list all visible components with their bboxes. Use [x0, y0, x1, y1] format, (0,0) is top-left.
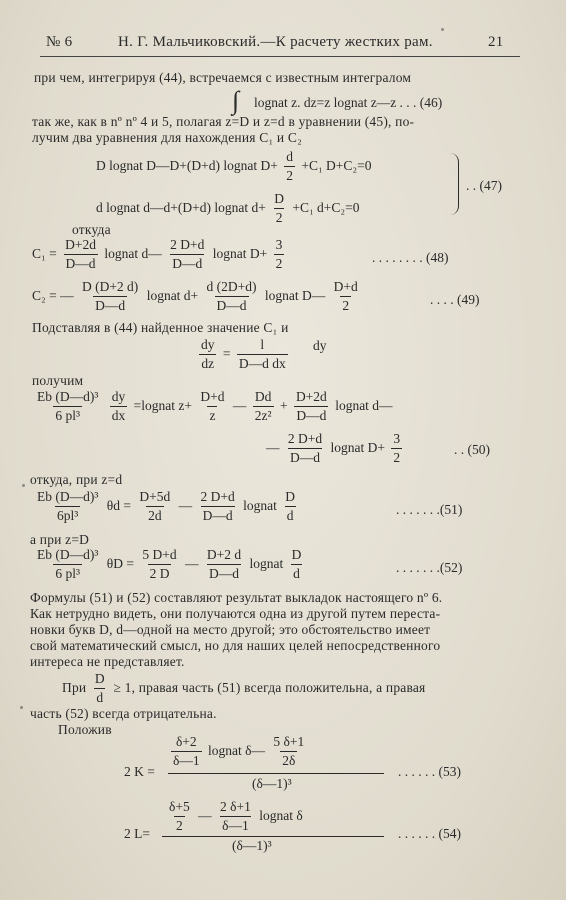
equation-54-lhs: 2 L= — [124, 826, 150, 841]
equation-53-numerator — [168, 735, 309, 768]
scan-speck — [22, 484, 25, 487]
eq-part: lognat — [249, 555, 284, 571]
equation-50b — [266, 432, 405, 465]
eq-part: — — [178, 497, 193, 513]
scan-speck — [441, 28, 444, 31]
fraction: $\frac{D}{2}$ — [274, 191, 284, 226]
fraction: $\frac{\delta+5}{2}$ — [169, 799, 190, 834]
equation-number: . . . . . . (54) — [398, 826, 461, 841]
eq-part: d lognat d—d+(D+d) lognat d+ — [96, 199, 266, 215]
equation-substitution — [196, 338, 291, 371]
fraction: $\frac{d (2D+d)}{D—d}$ — [206, 279, 257, 314]
text-line — [62, 672, 425, 705]
fraction: $\frac{5 D+d}{2 D}$ — [142, 547, 177, 582]
equation-number: . . (47) — [466, 178, 502, 193]
eq-part: — — [185, 555, 199, 571]
header-rule — [40, 56, 520, 57]
fraction: $\frac{D+2d}{D—d}$ — [65, 237, 96, 272]
fraction: $\frac{D+d}{2}$ — [333, 279, 358, 314]
equation-53-lhs: 2 K = — [124, 764, 155, 779]
equation-number: . . . . (49) — [430, 292, 480, 307]
eq-part: D lognat D—D+(D+d) lognat D+ — [96, 157, 278, 173]
eq-part: lognat D+ — [212, 245, 268, 261]
right-brace — [450, 153, 459, 215]
fraction: $\frac{5 \delta+1}{2\delta}$ — [273, 734, 305, 769]
text-line: так же, как в nº nº 4 и 5, полагая z=D и z=d в уравнении (45), по- — [32, 114, 415, 129]
equation-48 — [32, 238, 287, 271]
eq-part: lognat D— — [264, 287, 326, 303]
equation-51 — [32, 490, 300, 523]
eq-part: dy — [313, 338, 327, 353]
equation-54-denominator: (δ—1)³ — [232, 838, 272, 853]
fraction: $\frac{dy}{dx}$ — [111, 389, 126, 424]
text-line: часть (52) всегда отрицательна. — [30, 706, 217, 721]
eq-part: lognat — [243, 497, 277, 513]
equation-50a — [32, 390, 393, 423]
equation-52 — [32, 548, 306, 581]
fraction: $\frac{D}{d}$ — [94, 671, 105, 706]
fraction-bar — [162, 836, 384, 837]
text-line: а при z=D — [30, 532, 90, 547]
eq-part: =lognat z+ — [133, 397, 193, 413]
eq-part: + — [279, 397, 288, 413]
eq-part: — — [232, 397, 247, 413]
fraction: $\frac{D (D+2 d)}{D—d}$ — [81, 279, 139, 314]
eq-part: = — [222, 345, 231, 361]
fraction: $\frac{D}{d}$ — [291, 547, 302, 582]
text-line: откуда — [72, 222, 111, 237]
equation-number: . . . . . . . . (48) — [372, 250, 449, 265]
eq-part: lognat D+ — [330, 439, 385, 455]
text-line: Положив — [58, 722, 112, 737]
eq-part: lognat δ — [259, 807, 303, 823]
text-line: интереса не представляет. — [30, 654, 185, 669]
fraction: $\frac{l}{\text{D—d dx}}$ — [238, 337, 286, 372]
fraction: $\frac{D+2 d}{D—d}$ — [206, 547, 242, 582]
eq-part: θD = — [106, 555, 135, 571]
fraction: $\frac{D+5d}{2d}$ — [139, 489, 171, 524]
equation-number: . . . . . . .(51) — [396, 502, 463, 517]
equation-number: . . (50) — [454, 442, 490, 457]
fraction: $\frac{d}{2}$ — [286, 149, 293, 184]
eq-part: — — [198, 807, 212, 823]
fraction: $\frac{D}{d}$ — [285, 489, 296, 524]
fraction: $\frac{2 D+d}{D—d}$ — [170, 237, 205, 272]
equation-46: lognat z. dz=z lognat z—z . . . (46) — [254, 95, 443, 110]
equation-47b — [96, 192, 359, 225]
text-line: новки букв D, d—одной на место другой; это обстоятельство имеет — [30, 622, 431, 637]
eq-part: ≥ 1, правая часть (51) всегда положительна, а правая — [113, 679, 426, 695]
integral-sign: ∫ — [232, 86, 240, 115]
text-line: откуда, при z=d — [30, 472, 123, 487]
fraction: $\frac{\text{Eb (D—d)³}}{\text{6pl³}}$ — [37, 489, 99, 524]
text-line: Подставляя в (44) найденное значение C₁ и — [32, 320, 289, 335]
eq-part: При — [62, 679, 87, 695]
fraction: $\frac{3}{2}$ — [275, 237, 283, 272]
eq-part: lognat d+ — [146, 287, 199, 303]
text-line: получим — [32, 373, 84, 388]
eq-part: +C₁ D+C₂=0 — [301, 157, 372, 173]
equation-53-denominator: (δ—1)³ — [252, 776, 292, 791]
scan-speck — [20, 706, 23, 709]
fraction: $\frac{D+d}{z}$ — [200, 389, 225, 424]
fraction: $\frac{D+2d}{D—d}$ — [295, 389, 327, 424]
fraction: $\frac{2 D+d}{D—d}$ — [287, 431, 323, 466]
fraction: $\frac{dy}{dz}$ — [201, 337, 215, 372]
eq-part: θd = — [106, 497, 132, 513]
text-line: Формулы (51) и (52) составляют результат выкладок настоящего nº 6. — [30, 590, 443, 605]
fraction: $\frac{Dd}{\text{2z²}}$ — [254, 389, 272, 424]
eq-part: +C₁ d+C₂=0 — [292, 199, 360, 215]
equation-54-numerator — [164, 800, 303, 833]
equation-47a — [96, 150, 371, 183]
fraction-bar — [168, 773, 384, 774]
text-line: при чем, интегрируя (44), встречаемся с известным интегралом — [34, 70, 412, 85]
fraction: $\frac{3}{2}$ — [393, 431, 401, 466]
fraction: $\frac{2 D+d}{D—d}$ — [200, 489, 235, 524]
fraction: $\frac{\text{Eb (D—d)³}}{\text{6 pl³}}$ — [37, 389, 99, 424]
eq-part: lognat d— — [335, 397, 393, 413]
section-number: № 6 — [46, 34, 73, 50]
equation-49 — [32, 280, 363, 313]
equation-number: . . . . . . (53) — [398, 764, 461, 779]
fraction: $\frac{\text{Eb (D—d)³}}{\text{6 pl³}}$ — [37, 547, 99, 582]
eq-part: lognat δ— — [208, 742, 265, 758]
eq-part: C₁ = — [32, 245, 57, 261]
fraction: $\frac{2 \delta+1}{\delta—1}$ — [219, 799, 251, 834]
eq-part: C₂ = — — [32, 287, 74, 303]
text-line: лучим два уравнения для нахождения C₁ и C₂ — [32, 130, 303, 145]
text-line: свой математический смысл, но для наших целей непосредственного — [30, 638, 441, 653]
fraction: $\frac{\delta+2}{\delta—1}$ — [173, 734, 200, 769]
eq-part: lognat d— — [104, 245, 162, 261]
page-number: 21 — [488, 34, 504, 50]
running-title: Н. Г. Мальчиковский.—К расчету жестких рам. — [118, 34, 433, 50]
eq-part: — — [266, 439, 280, 455]
equation-number: . . . . . . .(52) — [396, 560, 463, 575]
text-line: Как нетрудно видеть, они получаются одна из другой путем переста- — [30, 606, 441, 621]
